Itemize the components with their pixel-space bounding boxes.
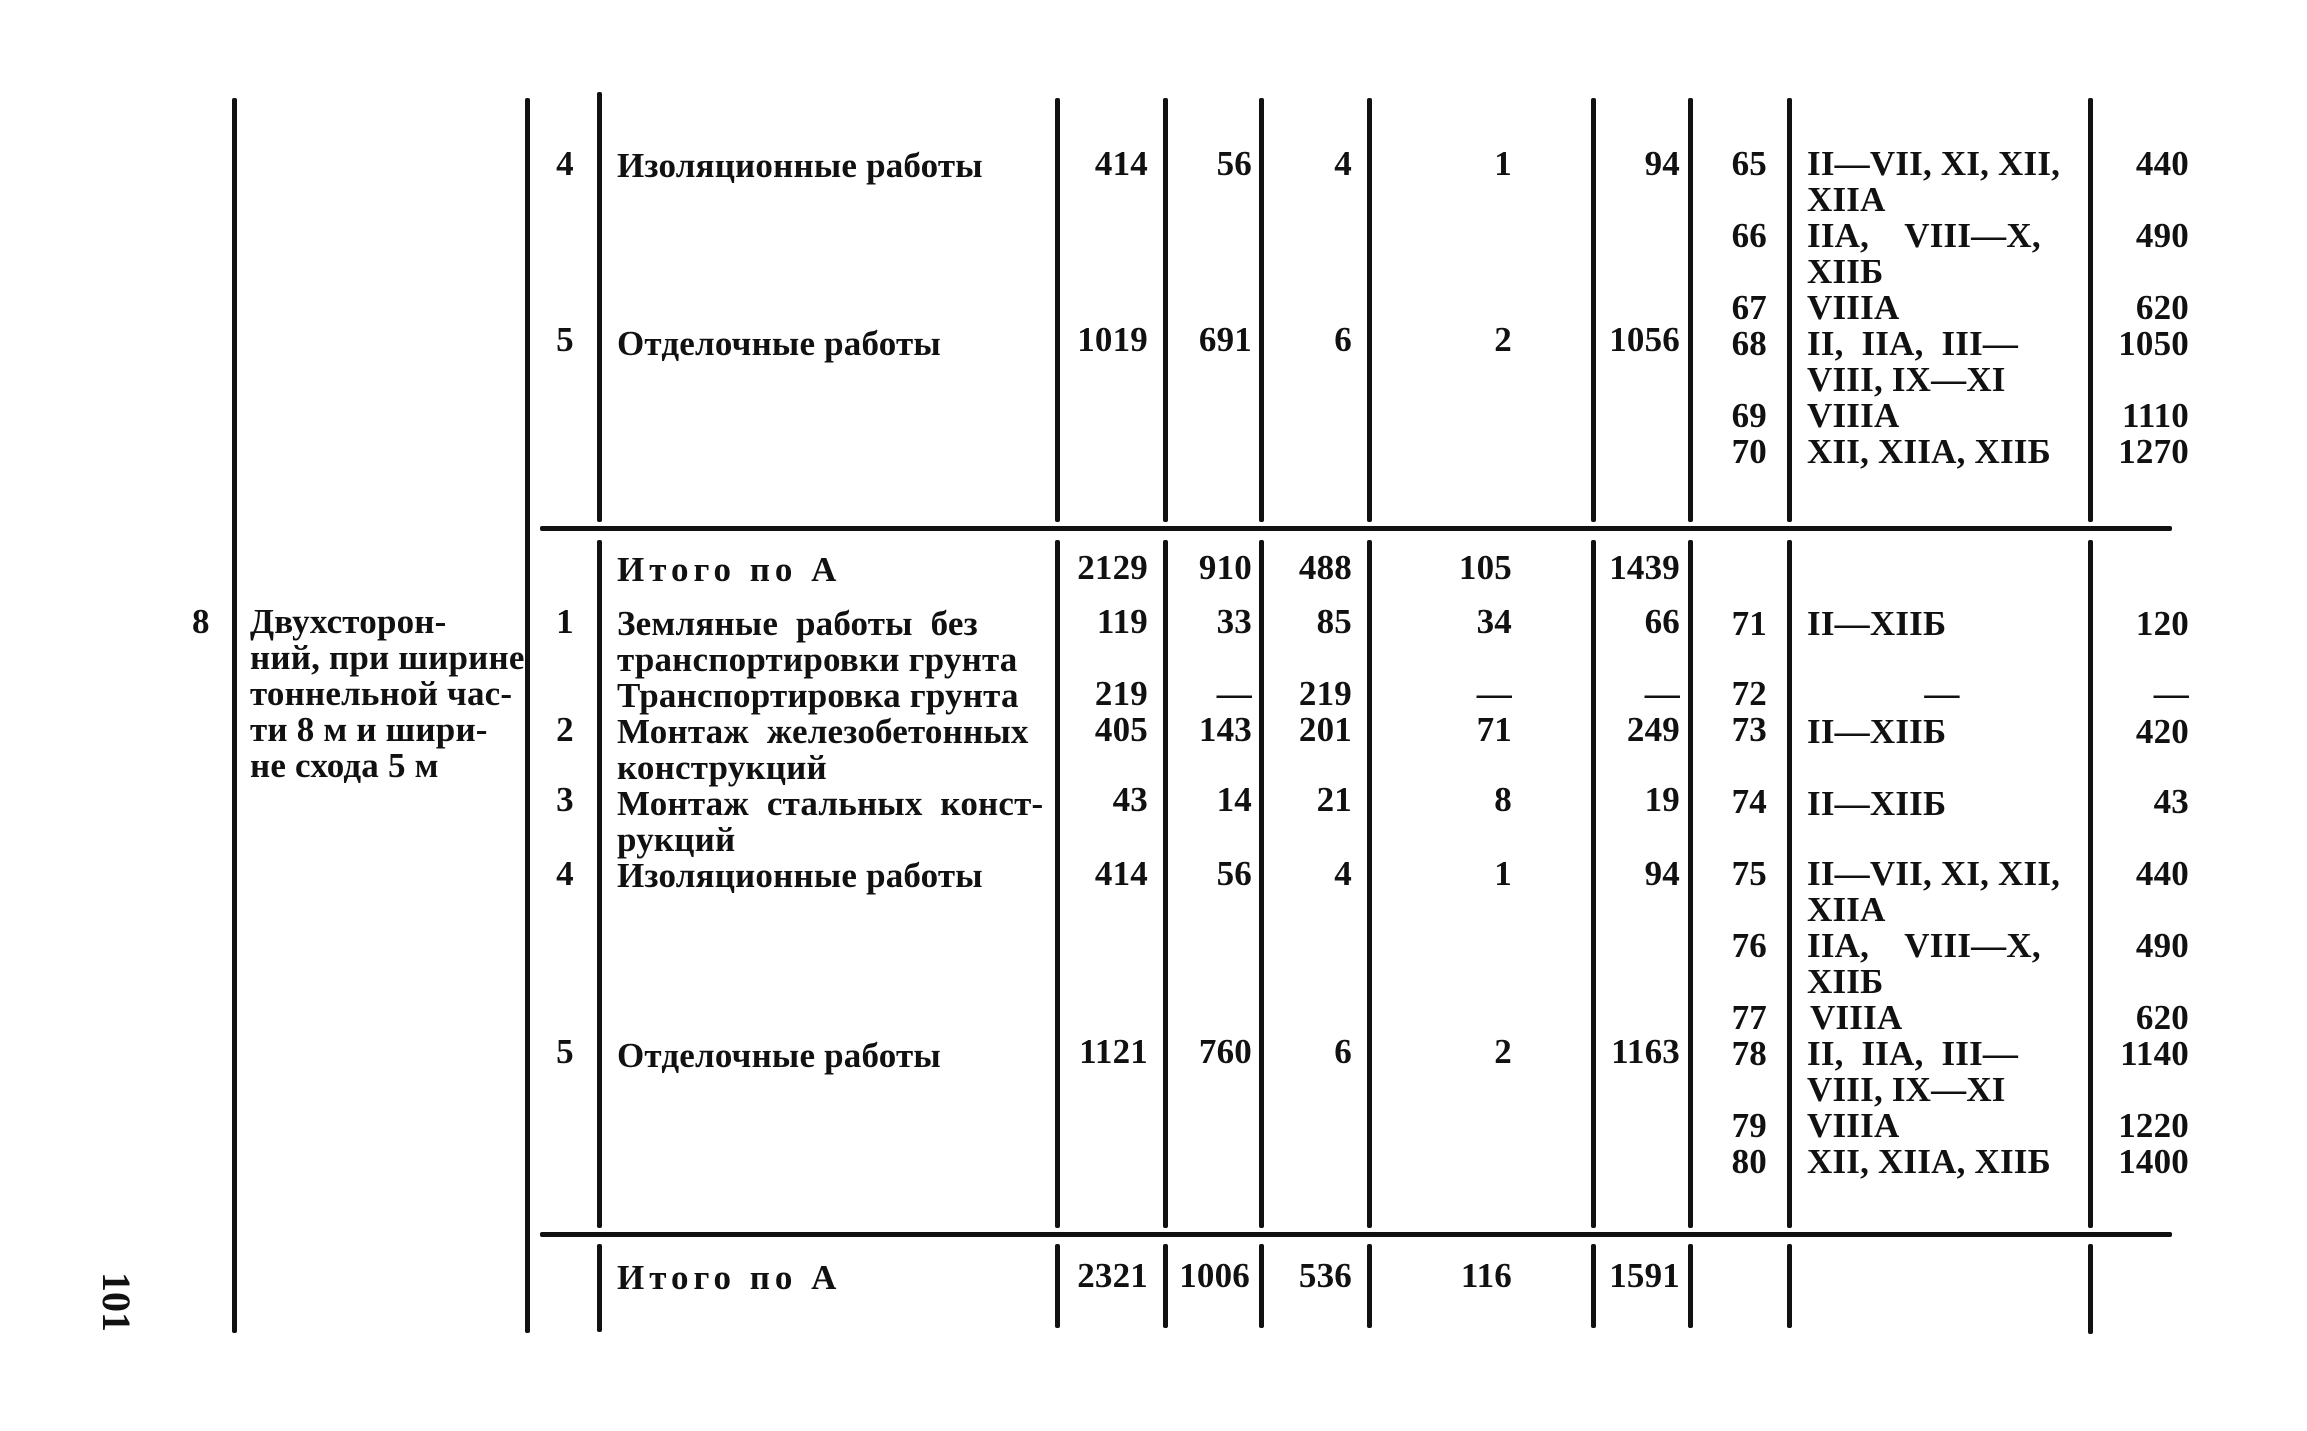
zones-line: XIIA [1807,180,1886,219]
zones-line: VIIIA [1807,288,1900,327]
total-label: Итого по А [617,1258,842,1297]
section-description-line: ний, при ширине [250,638,525,677]
position-number: 75 [1731,854,1767,893]
left-border-line [232,98,237,1333]
zones-line: II, IIA, III— [1807,324,2019,363]
position-number: 65 [1731,144,1767,183]
cell-c2: — [1216,674,1252,713]
position-number: 67 [1731,288,1767,327]
total-c1: 2129 [1077,548,1148,587]
cell-c5: 19 [1644,780,1680,819]
cell-c3: 201 [1298,710,1352,749]
zones-line: II—XIIБ [1807,604,1947,643]
value-cell: 440 [2135,854,2189,893]
col-divider-name [597,92,602,522]
row-number: 1 [556,602,574,641]
cell-c5: 249 [1626,710,1680,749]
total-c5: 1591 [1609,1256,1680,1295]
position-number: 69 [1731,396,1767,435]
work-name: Изоляционные работы [617,146,983,185]
zones-line: VIIIA [1810,998,1903,1037]
section-description-line: тоннельной час- [250,674,513,713]
total-c3: 536 [1298,1256,1352,1295]
value-cell: 1110 [2122,396,2189,435]
row-number: 4 [556,854,574,893]
cell-c3: 21 [1316,780,1352,819]
cell-c1: 405 [1094,710,1148,749]
cell-c4: 2 [1494,1032,1512,1071]
cell-c3: 4 [1334,144,1352,183]
col-divider-value [2088,1244,2093,1334]
description-divider [525,98,530,1333]
position-number: 68 [1731,324,1767,363]
zones-line: XIIA [1807,890,1886,929]
zones-line: II—VII, XI, XII, [1807,854,2061,893]
position-number: 77 [1731,998,1767,1037]
block1-total-rule [540,526,2172,531]
position-number: 73 [1731,710,1767,749]
value-cell: 1140 [2120,1034,2189,1073]
cell-c4: 2 [1494,320,1512,359]
total-c4: 105 [1458,548,1512,587]
cell-c5: 66 [1644,602,1680,641]
zones-line: II—XIIБ [1807,784,1947,823]
row-number: 5 [556,320,574,359]
cell-c3: 85 [1316,602,1352,641]
value-cell: 1220 [2118,1106,2189,1145]
zones-line: IIA, VIII—X, [1807,216,2041,255]
cell-c4: 1 [1494,144,1512,183]
cell-c1: 219 [1094,674,1148,713]
position-number: 72 [1731,674,1767,713]
section-number: 8 [192,602,210,641]
total-c2: 910 [1198,548,1252,587]
cell-c1: 414 [1094,854,1148,893]
position-number: 78 [1731,1034,1767,1073]
work-name: Отделочные работы [617,324,941,363]
position-number: 66 [1731,216,1767,255]
zones-line: XII, XIIA, XIIБ [1807,1142,2051,1181]
work-name: транспортировки грунта [617,640,1018,679]
value-cell: 490 [2135,216,2189,255]
cell-c3: 6 [1334,1032,1352,1071]
work-name: Отделочные работы [617,1036,941,1075]
total-c5: 1439 [1609,548,1680,587]
zones-line: VIII, IX—XI [1807,360,2006,399]
cell-c5: 94 [1644,144,1680,183]
work-name: конструкций [617,748,827,787]
page-number: 101 [94,1272,139,1332]
cell-c4: 34 [1476,602,1512,641]
cell-c2: 14 [1216,780,1252,819]
value-cell: 440 [2135,144,2189,183]
section-description-line: не схода 5 м [250,746,439,785]
cell-c1: 43 [1112,780,1148,819]
work-name: Транспортировка грунта [617,676,1019,715]
row-number: 3 [556,780,574,819]
total-c3: 488 [1298,548,1352,587]
total-c1: 2321 [1077,1256,1148,1295]
cell-c1: 1121 [1079,1032,1148,1071]
col-divider-pos [1688,1244,1693,1328]
zones-line: VIII, IX—XI [1807,1070,2006,1109]
value-cell: 120 [2135,604,2189,643]
value-cell: 1400 [2118,1142,2189,1181]
cell-c3: 4 [1334,854,1352,893]
position-number: 70 [1731,432,1767,471]
cell-c2: 143 [1198,710,1252,749]
zones-line: XII, XIIA, XIIБ [1807,432,2051,471]
cell-c5: 1056 [1609,320,1680,359]
col-divider-zones [1787,98,1792,522]
cell-c1: 119 [1096,602,1148,641]
value-cell: 1270 [2118,432,2189,471]
zones-line: II—XIIБ [1807,712,1947,751]
cell-c1: 414 [1094,144,1148,183]
position-number: 71 [1731,604,1767,643]
col-divider-name [597,1244,602,1332]
zones-line: IIA, VIII—X, [1807,926,2041,965]
section-description-line: ти 8 м и шири- [250,710,488,749]
zones-line: XIIБ [1807,962,1884,1001]
cell-c5: 1163 [1611,1032,1680,1071]
cell-c2: 691 [1198,320,1252,359]
zones-line: VIIIA [1807,1106,1900,1145]
work-name: Монтаж железобетонных [617,712,1029,751]
total-c2: 1006 [1179,1256,1250,1295]
row-number: 4 [556,144,574,183]
zones-line: — [1924,674,1960,713]
work-name: Изоляционные работы [617,856,983,895]
zones-line: VIIIA [1807,396,1900,435]
position-number: 74 [1731,782,1767,821]
cell-c5: 94 [1644,854,1680,893]
row-number: 2 [556,710,574,749]
position-number: 79 [1731,1106,1767,1145]
value-cell: 43 [2153,782,2189,821]
total-label: Итого по А [617,550,842,589]
cell-c1: 1019 [1077,320,1148,359]
cell-c3: 219 [1298,674,1352,713]
zones-line: II, IIA, III— [1807,1034,2019,1073]
position-number: 80 [1731,1142,1767,1181]
cell-c5: — [1644,674,1680,713]
cell-c4: 8 [1494,780,1512,819]
block2-total-rule [540,1232,2172,1237]
cell-c4: 1 [1494,854,1512,893]
total-c4: 116 [1460,1256,1512,1295]
value-cell: 1050 [2118,324,2189,363]
work-name: Земляные работы без [617,604,978,643]
cell-c2: 760 [1198,1032,1252,1071]
cell-c4: — [1476,674,1512,713]
value-cell: 620 [2135,998,2189,1037]
cell-c3: 6 [1334,320,1352,359]
cell-c2: 33 [1216,602,1252,641]
row-number: 5 [556,1032,574,1071]
value-cell: — [2153,674,2189,713]
cell-c2: 56 [1216,144,1252,183]
col-divider-name [597,540,602,1228]
value-cell: 490 [2135,926,2189,965]
zones-line: XIIБ [1807,252,1884,291]
col-divider-zones [1787,1244,1792,1328]
section-description-line: Двухсторон- [250,602,447,641]
cell-c2: 56 [1216,854,1252,893]
value-cell: 420 [2135,712,2189,751]
zones-line: II—VII, XI, XII, [1807,144,2061,183]
col-divider-zones [1787,540,1792,1228]
cell-c4: 71 [1476,710,1512,749]
work-name: Монтаж стальных конст- [617,784,1044,823]
position-number: 76 [1731,926,1767,965]
work-name: рукций [617,820,736,859]
value-cell: 620 [2135,288,2189,327]
